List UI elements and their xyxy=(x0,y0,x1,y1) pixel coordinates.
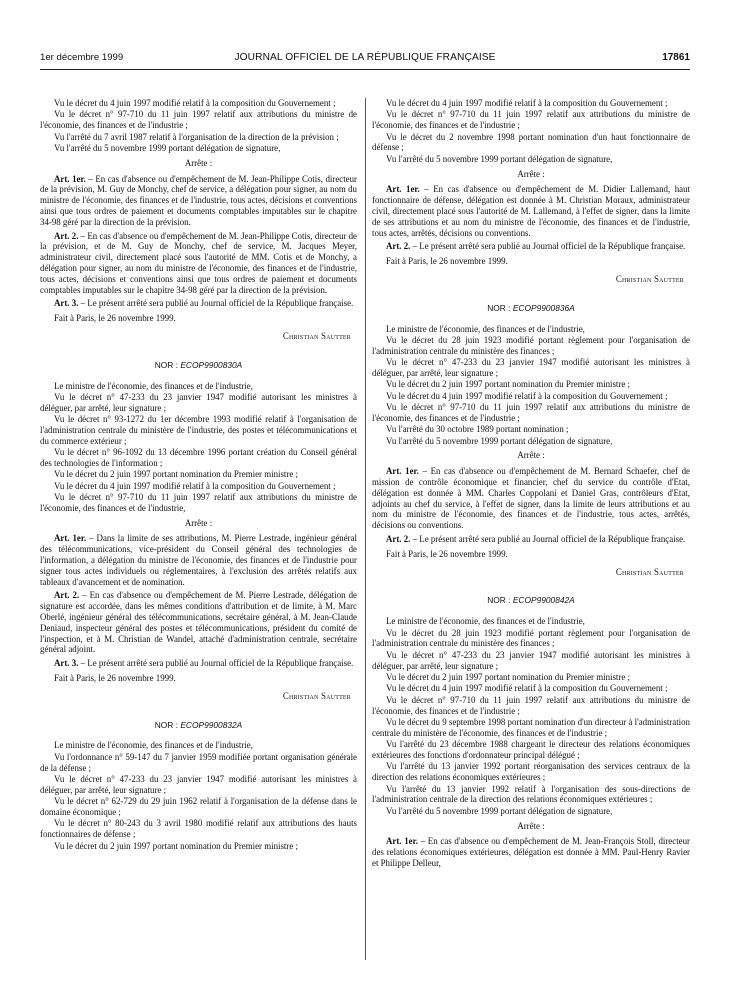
paragraph: Vu le décret n° 96-1092 du 13 décembre 1996 portant création du Conseil général des technologies de l'information ; xyxy=(40,447,357,468)
arrete-heading: Arrête : xyxy=(184,517,213,528)
article-label: Art. 2. xyxy=(386,534,411,545)
right-column xyxy=(372,98,690,869)
signature: Christian Sautter xyxy=(282,330,351,341)
article-text: – En cas d'absence ou d'empêchement de M. Didier Lallemand, haut fonctionnaire de défense, délégation est donnée à M. Christian Moraux, administrateur civil, directement placé sous l'autorité de M. Lallemand, à l'effet de signer, dans la limite de ses attributions et au nom du ministre de l'économie, des finances et de l'industrie, tous actes, arrêtés, décisions ou conventions. xyxy=(372,184,690,238)
nor-label: NOR : xyxy=(154,719,181,730)
paragraph: Vu le décret du 2 juin 1997 portant nomination du Premier ministre ; xyxy=(54,840,298,851)
article-text: – En cas d'absence ou d'empêchement de M. Jean-Philippe Cotis, directeur de la prévision, et de M. Guy de Monchy, chef de service, M. Jacques Meyer, administrateur civil, directement placé sous l'autorité de MM. Cotis et de Monchy, a délégation pour signer, au nom du ministre de l'économie, des finances et de l'industrie, tous actes, décisions et conventions ainsi que tous ordres de paiement et documents comptables imputables sur le chapitre 34-98 géré par la direction de la prévision. xyxy=(40,230,357,295)
paragraph: Vu l'arrêté du 5 novembre 1999 portant délégation de signature, xyxy=(54,142,281,153)
nor-reference xyxy=(40,360,357,371)
paragraph: Vu le décret du 4 juin 1997 modifié relatif à la composition du Gouvernement ; xyxy=(386,98,668,108)
article-text: – Dans la limite de ses attributions, M. Pierre Lestrade, ingénieur général des télécommunications, vice-président du Conseil général des technologies de l'information, a délégation du ministre de l'économie, des finances et de l'industrie pour signer tous actes individuels ou réglementaires, à l'exclusion des arrêtés relatifs aux tableaux d'avancement et de nomination. xyxy=(40,533,357,587)
fait-a-paris: Fait à Paris, le 26 novembre 1999. xyxy=(54,673,176,683)
paragraph: Vu le décret du 2 juin 1997 portant nomination du Premier ministre ; xyxy=(386,671,630,682)
paragraph: Le ministre de l'économie, des finances et de l'industrie, xyxy=(54,380,253,391)
fait-a-paris: Fait à Paris, le 26 novembre 1999. xyxy=(54,313,176,324)
header-page-number: 17861 xyxy=(662,52,690,63)
nor-label: NOR : xyxy=(487,302,513,313)
paragraph: Vu le décret n° 97-710 du 11 juin 1997 relatif aux attributions du ministre de l'économie, des finances et de l'industrie ; xyxy=(40,109,357,131)
article-label: Art. 1er. xyxy=(54,173,86,184)
article-paragraph xyxy=(372,241,690,252)
article-paragraph xyxy=(372,466,690,531)
article-text: – Le présent arrêté sera publié au Journal officiel de la République française. xyxy=(78,658,354,669)
article-paragraph xyxy=(40,174,357,228)
nor-number: ECOP9900842A xyxy=(512,595,575,606)
nor-label: NOR : xyxy=(154,359,181,370)
paragraph: Vu le décret n° 97-710 du 11 juin 1997 relatif aux attributions du ministre de l'économie, des finances et de l'industrie, xyxy=(40,492,357,513)
signature: Christian Sautter xyxy=(282,690,351,701)
nor-reference xyxy=(40,720,357,731)
article-text: – En cas d'absence ou d'empêchement de M. Jean-François Stoll, directeur des relations économiques extérieures, délégation est donnée à MM. Paul-Henry Ravier et Philippe Delleur, xyxy=(372,836,690,868)
paragraph: Vu le décret n° 47-233 du 23 janvier 1947 modifié autorisant les ministres à déléguer, par arrêté, leur signature ; xyxy=(40,773,357,795)
paragraph: Vu le décret du 28 juin 1923 modifié portant règlement pour l'organisation de l'administration centrale du ministère des finances ; xyxy=(372,627,690,649)
paragraph: Vu l'ordonnance n° 59-147 du 7 janvier 1959 modifiée portant organisation générale de la défense ; xyxy=(40,751,357,773)
article-text: – En cas d'absence ou d'empêchement de M. Jean-Philippe Cotis, directeur de la prévision, M. Guy de Monchy, chef de service, a délégation pour signer, au nom du ministre de l'économie, des finances et de l'industrie, tous actes, décisions et conventions ainsi que tous ordres de paiement et documents comptables imputables sur le chapitre 34-98 géré par la direction de la prévision. xyxy=(40,173,357,227)
article-label: Art. 2. xyxy=(386,241,411,252)
paragraph: Vu le décret du 2 juin 1997 portant nomination du Premier ministre ; xyxy=(54,469,298,480)
paragraph: Le ministre de l'économie, des finances et de l'industrie, xyxy=(386,323,585,334)
nor-reference xyxy=(372,303,690,314)
article-label: Art. 3. xyxy=(54,658,79,669)
article-text: – Le présent arrêté sera publié au Journal officiel de la République française. xyxy=(410,534,686,545)
article-text: – Le présent arrêté sera publié au Journal officiel de la République française. xyxy=(78,298,354,309)
paragraph: Vu l'arrêté du 30 octobre 1989 portant nomination ; xyxy=(386,424,569,435)
paragraph: Vu le décret n° 47-233 du 23 janvier 1947 modifié autorisant les ministres à déléguer, par arrêté, leur signature ; xyxy=(372,649,690,671)
arrete-heading: Arrête : xyxy=(184,157,213,168)
nor-number: ECOP9900832A xyxy=(180,719,243,730)
arrete-heading: Arrête : xyxy=(517,820,545,831)
paragraph: Vu l'arrêté du 7 avril 1987 relatif à l'organisation de la direction de la prévision ; xyxy=(54,131,339,142)
article-paragraph xyxy=(40,533,357,587)
left-column xyxy=(40,98,357,852)
fait-a-paris: Fait à Paris, le 26 novembre 1999. xyxy=(386,256,508,267)
paragraph: Vu le décret du 4 juin 1997 modifié relatif à la composition du Gouvernement ; xyxy=(54,480,336,491)
paragraph: Vu le décret n° 47-233 du 23 janvier 1947 modifié autorisant les ministres à déléguer, par arrêté, leur signature ; xyxy=(372,357,690,378)
article-text: – Le présent arrêté sera publié au Journal officiel de la République française. xyxy=(410,241,686,252)
paragraph: Vu l'arrêté du 13 janvier 1992 relatif à l'organisation des sous-directions de l'administration centrale de la direction des relations économiques extérieures ; xyxy=(372,783,690,805)
article-label: Art. 1er. xyxy=(386,466,419,477)
arrete-heading: Arrête : xyxy=(517,168,545,179)
header-journal-title: JOURNAL OFFICIEL DE LA RÉPUBLIQUE FRANÇAISE xyxy=(234,52,496,63)
article-paragraph xyxy=(40,298,357,309)
paragraph: Vu le décret du 9 septembre 1998 portant nomination d'un directeur à l'administration centrale du ministère de l'économie, des finances et de l'industrie ; xyxy=(372,716,690,738)
article-label: Art. 2. xyxy=(54,230,79,241)
header-date: 1er décembre 1999 xyxy=(40,52,124,63)
nor-label: NOR : xyxy=(487,595,513,606)
article-label: Art. 1er. xyxy=(54,533,87,544)
paragraph: Vu l'arrêté du 5 novembre 1999 portant délégation de signature, xyxy=(386,435,613,446)
article-label: Art. 1er. xyxy=(386,184,420,195)
article-text: – En cas d'absence ou d'empêchement de M. Pierre Lestrade, délégation de signature est accordée, dans les mêmes conditions d'attribution et de limite, à M. Marc Oberlé, ingénieur général des télécommunications, secrétaire général, à M. Jean-Claude Deniaud, inspecteur général des postes et télécommunications, président du comité de l'inspection, et à M. Christian de Wandel, attaché d'administration centrale, secrétaire général adjoint. xyxy=(40,590,357,655)
paragraph: Vu l'arrêté du 5 novembre 1999 portant délégation de signature, xyxy=(386,805,613,816)
article-paragraph xyxy=(40,658,357,669)
article-label: Art. 1er. xyxy=(386,836,418,847)
nor-number: ECOP9900830A xyxy=(180,359,243,370)
paragraph: Vu le décret n° 97-710 du 11 juin 1997 relatif aux attributions du ministre de l'économie, des finances et de l'industrie ; xyxy=(372,109,690,131)
paragraph: Vu le décret n° 62-729 du 29 juin 1962 relatif à l'organisation de la défense dans le domaine économique ; xyxy=(40,796,357,817)
paragraph: Vu le décret du 2 juin 1997 portant nomination du Premier ministre ; xyxy=(386,379,630,390)
paragraph: Vu l'arrêté du 23 décembre 1988 chargeant le directeur des relations économiques extérieures des fonctions d'ordonnateur principal délégué ; xyxy=(372,739,690,760)
nor-reference xyxy=(372,595,690,606)
paragraph: Vu le décret n° 47-233 du 23 janvier 1947 modifié autorisant les ministres à déléguer, par arrêté, leur signature ; xyxy=(40,391,357,413)
paragraph: Vu le décret du 28 juin 1923 modifié portant règlement pour l'organisation de l'administration centrale du ministère des finances ; xyxy=(372,334,690,356)
article-paragraph xyxy=(372,184,690,238)
nor-number: ECOP9900836A xyxy=(512,302,575,313)
paragraph: Vu le décret du 2 novembre 1998 portant nomination d'un haut fonctionnaire de défense ; xyxy=(372,131,690,153)
fait-a-paris: Fait à Paris, le 26 novembre 1999. xyxy=(386,548,508,559)
article-text: – En cas d'absence ou d'empêchement de M. Bernard Schaefer, chef de mission de contrôle économique et financier, chef du service du contrôle d'Etat, délégation est donnée à MM. Charles Coppolani et Daniel Gras, contrôleurs d'Etat, adjoints au chef du service, à l'effet de signer, dans la limite de leurs attributions et au nom du ministre de l'économie, des finances et de l'industrie, tous actes, arrêtés, décisions ou conventions. xyxy=(372,466,690,531)
column-divider xyxy=(365,98,366,960)
paragraph: Vu le décret du 4 juin 1997 modifié relatif à la composition du Gouvernement ; xyxy=(54,98,336,108)
paragraph: Le ministre de l'économie, des finances et de l'industrie, xyxy=(54,740,253,751)
arrete-heading: Arrête : xyxy=(517,450,545,461)
paragraph: Vu le décret n° 97-710 du 11 juin 1997 relatif aux attributions du ministre de l'économie, des finances et de l'industrie ; xyxy=(372,694,690,716)
paragraph: Vu l'arrêté du 5 novembre 1999 portant délégation de signature, xyxy=(386,153,613,164)
article-paragraph xyxy=(40,231,357,296)
paragraph: Vu l'arrêté du 13 janvier 1992 portant réorganisation des services centraux de la direction des relations économiques extérieures ; xyxy=(372,761,690,783)
article-label: Art. 3. xyxy=(54,298,79,309)
paragraph: Vu le décret du 4 juin 1997 modifié relatif à la composition du Gouvernement ; xyxy=(386,390,668,401)
paragraph: Le ministre de l'économie, des finances et de l'industrie, xyxy=(386,616,585,627)
paragraph: Vu le décret du 4 juin 1997 modifié relatif à la composition du Gouvernement ; xyxy=(386,683,668,694)
signature: Christian Sautter xyxy=(615,566,684,577)
page-header xyxy=(40,52,690,68)
article-paragraph xyxy=(372,836,690,868)
paragraph: Vu le décret n° 93-1272 du 1er décembre 1993 modifié relatif à l'organisation de l'administration centrale du ministère de l'industrie, des postes et télécommunications et du commerce extérieur ; xyxy=(40,414,357,446)
article-label: Art. 2. xyxy=(54,590,80,601)
paragraph: Vu le décret n° 97-710 du 11 juin 1997 relatif aux attributions du ministre de l'économie, des finances et de l'industrie ; xyxy=(372,402,690,423)
signature: Christian Sautter xyxy=(615,273,684,284)
article-paragraph xyxy=(40,590,357,655)
header-rule xyxy=(40,69,690,70)
paragraph: Vu le décret n° 80-243 du 3 avril 1980 modifié relatif aux attributions des hauts fonctionnaires de défense ; xyxy=(40,818,357,840)
article-paragraph xyxy=(372,534,690,545)
